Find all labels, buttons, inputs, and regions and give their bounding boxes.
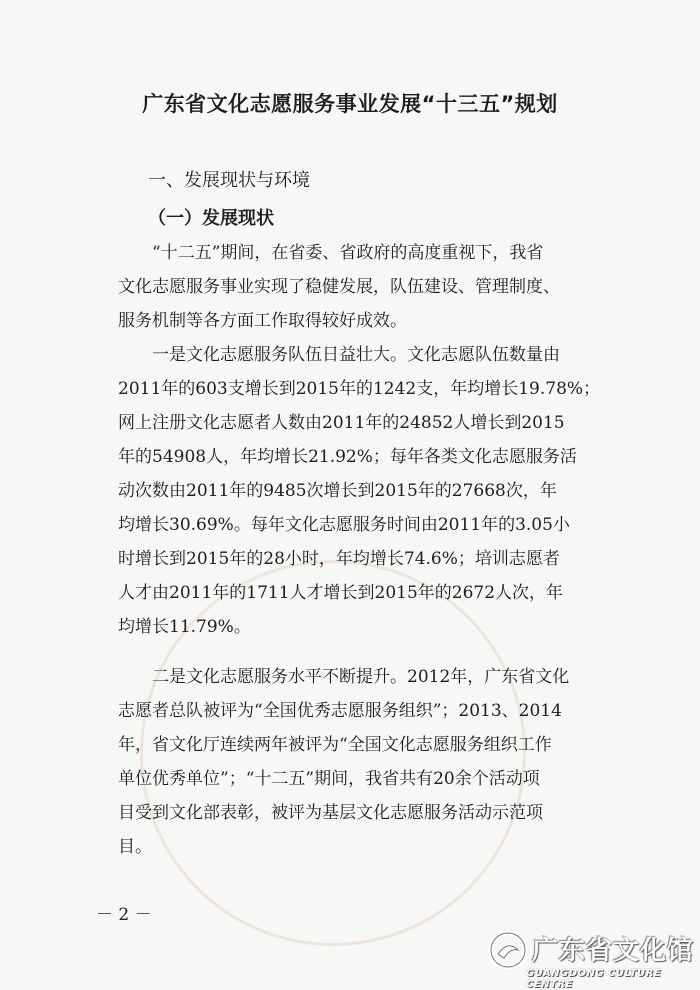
page-number: － 2 － [96, 905, 152, 925]
document-title: 广东省文化志愿服务事业发展“十三五”规划 [142, 92, 558, 116]
culture-centre-logo-icon [486, 928, 530, 972]
paragraph-overview: “十二五”期间，在省委、省政府的高度重视下，我省 文化志愿服务事业实现了稳健发展，队伍建设、管理制度、 服务机制等各方面工作取得较好成效。 [118, 243, 560, 331]
paragraph-team-growth: 一是文化志愿服务队伍日益壮大。文化志愿队伍数量由 2011年的603支增长到2015年的1242支，年均增长19.78%； 网上注册文化志愿者人数由2011年的24852人增长到2015 年的54908人，年均增长21.92%；每年各类文化志愿服务活 动次数由2011年的9485次增长到2015年的27668次，年 均增长30.69%。每年文化志愿服务时间由2011年的3.05小 时增长到2015年的28小时，年均增长74.6%；培训志愿者 人才由2011年的1711人才增长到2015年的2672人次，年 均增长11.79%。 [118, 345, 601, 637]
section-heading: 一、发展现状与环境 [148, 170, 310, 191]
subsection-heading: （一）发展现状 [148, 208, 274, 229]
watermark-logo [486, 928, 700, 990]
paragraph-service-level: 二是文化志愿服务水平不断提升。2012年，广东省文化 志愿者总队被评为“全国优秀志愿服务组织”；2013、2014 年，省文化厅连续两年被评为“全国文化志愿服务组织工作 单位优秀单位”；“十二五”期间，我省共有20余个活动项 目受到文化部表彰，被评为基层文化志愿服务活动示范项 目。 [118, 667, 570, 857]
watermark-name-cn: 广东省文化馆 [532, 936, 695, 966]
watermark-name-en: GUANGDONG CULTURE CENTRE [526, 968, 662, 990]
